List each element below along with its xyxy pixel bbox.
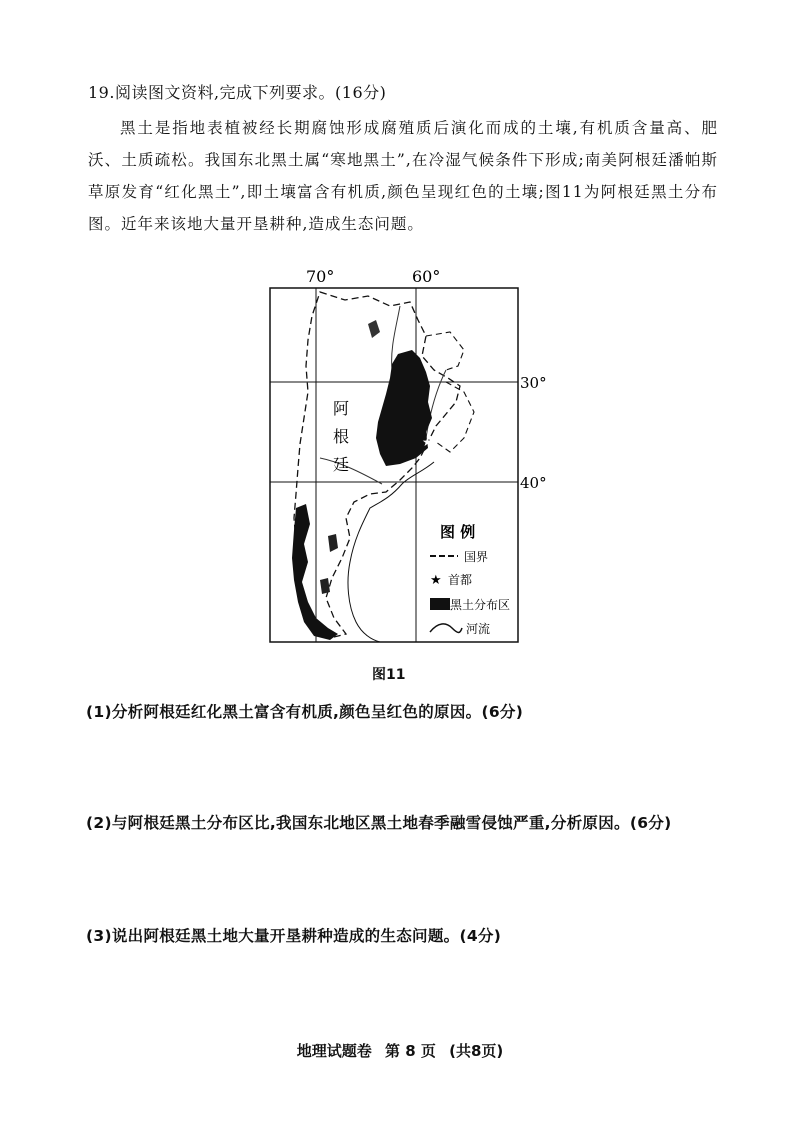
- map-frame: [270, 288, 518, 642]
- lat-label-30: 30°: [520, 374, 547, 392]
- sub-question-1: (1)分析阿根廷红化黑土富含有机质,颜色呈红色的原因。(6分): [86, 703, 524, 721]
- argentina-map: [250, 262, 580, 652]
- question-paragraph: 黑土是指地表植被经长期腐蚀形成腐殖质后演化而成的土壤,有机质含量高、肥沃、土质疏松。我国东北黑土属“寒地黑土”,在冷湿气候条件下形成;南美阿根廷潘帕斯草原发育“红化黑土”,即土壤富含有机质,颜色呈现红色的土壤;图11为阿根廷黑土分布图。近年来该地大量开垦耕种,造成生态问题。: [88, 119, 718, 233]
- black-soil-patch: [368, 320, 380, 338]
- footer-subject: 地理试题卷: [296, 1042, 372, 1060]
- country-name-ting: 廷: [333, 455, 350, 474]
- legend-river-symbol: [430, 624, 462, 633]
- legend-black-soil-symbol: [430, 598, 450, 610]
- legend-border-label: 国界: [464, 550, 489, 564]
- footer-page: 第 8 页: [384, 1042, 436, 1060]
- sub-question-3: (3)说出阿根廷黑土地大量开垦耕种造成的生态问题。(4分): [86, 927, 502, 945]
- legend-black-soil-label: 黑土分布区: [450, 598, 511, 612]
- legend-star-icon: ★: [430, 573, 442, 588]
- country-name-gen: 根: [333, 427, 350, 446]
- map-legend: [430, 523, 510, 636]
- question-title: 19.阅读图文资料,完成下列要求。(16分): [88, 83, 387, 102]
- lat-label-40: 40°: [520, 474, 547, 492]
- river-colorado: [320, 458, 382, 484]
- legend-title: 图 例: [440, 523, 476, 541]
- figure-caption: 图11: [372, 667, 406, 683]
- black-soil-south-small: [320, 534, 338, 594]
- coastline: [348, 462, 434, 642]
- page-footer: [0, 1040, 800, 1061]
- black-soil-southwest: [292, 504, 338, 640]
- river-uruguay: [426, 370, 446, 438]
- footer-total: (共8页): [449, 1042, 504, 1060]
- lon-label-60: 60°: [412, 267, 441, 286]
- lon-label-70: 70°: [306, 267, 335, 286]
- capital-star-icon: ★: [422, 435, 433, 449]
- legend-river-label: 河流: [466, 622, 491, 636]
- legend-capital-label: 首都: [448, 573, 473, 587]
- country-name-a: 阿: [333, 399, 350, 418]
- sub-question-2: (2)与阿根廷黑土分布区比,我国东北地区黑土地春季融雪侵蚀严重,分析原因。(6分): [86, 814, 672, 832]
- neighbor-outline: [426, 332, 474, 452]
